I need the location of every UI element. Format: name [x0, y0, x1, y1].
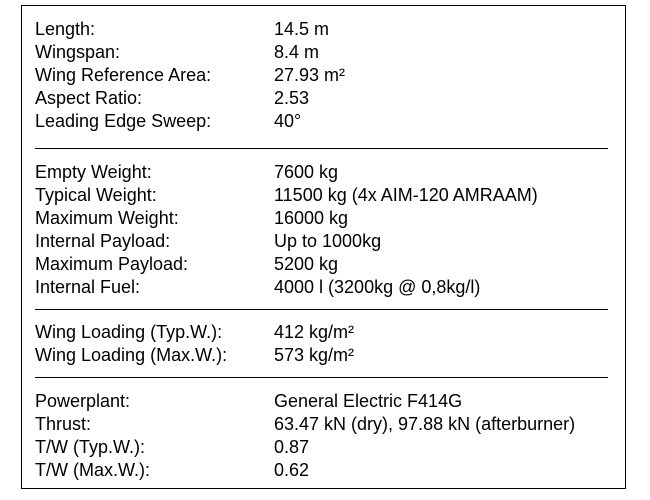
spec-value: 63.47 kN (dry), 97.88 kN (afterburner) — [274, 414, 576, 434]
spec-row-leading-edge-sweep — [35, 110, 615, 133]
spec-table — [21, 5, 626, 489]
spec-row-maximum-weight — [35, 207, 615, 230]
spec-row-thrust — [35, 413, 615, 436]
spec-label: T/W (Typ.W.): — [35, 437, 145, 457]
spec-label: Wingspan: — [35, 42, 121, 62]
spec-label: Typical Weight: — [35, 185, 157, 205]
spec-label: Wing Reference Area: — [35, 65, 212, 85]
spec-row-length — [35, 18, 615, 41]
spec-row-aspect-ratio — [35, 87, 615, 110]
spec-row-wingspan — [35, 41, 615, 64]
spec-value: 7600 kg — [274, 162, 339, 182]
spec-label: T/W (Max.W.): — [35, 460, 150, 480]
spec-row-tw-maximum — [35, 459, 615, 482]
spec-value: 40° — [274, 111, 302, 131]
spec-label: Internal Fuel: — [35, 277, 141, 297]
spec-value: 5200 kg — [274, 254, 339, 274]
spec-label: Maximum Weight: — [35, 208, 179, 228]
spec-value: 2.53 — [274, 88, 310, 108]
spec-value: 8.4 m — [274, 42, 320, 62]
spec-label: Empty Weight: — [35, 162, 152, 182]
spec-row-wing-reference-area — [35, 64, 615, 87]
spec-value: 27.93 m² — [274, 65, 346, 85]
spec-label: Length: — [35, 19, 96, 39]
spec-label: Wing Loading (Max.W.): — [35, 345, 228, 365]
spec-value: 0.87 — [274, 437, 310, 457]
spec-value: 573 kg/m² — [274, 345, 355, 365]
spec-row-internal-payload — [35, 230, 615, 253]
spec-value: 0.62 — [274, 460, 310, 480]
spec-label: Powerplant: — [35, 391, 131, 411]
spec-value: General Electric F414G — [274, 391, 463, 411]
spec-value: 412 kg/m² — [274, 322, 355, 342]
spec-label: Leading Edge Sweep: — [35, 111, 212, 131]
spec-row-wing-loading-maximum — [35, 344, 615, 367]
spec-value: 16000 kg — [274, 208, 349, 228]
spec-row-wing-loading-typical — [35, 321, 615, 344]
propulsion-section — [35, 390, 615, 482]
spec-row-empty-weight — [35, 161, 615, 184]
weights-section — [35, 161, 615, 299]
spec-label: Internal Payload: — [35, 231, 171, 251]
spec-value: 4000 l (3200kg @ 0,8kg/l) — [274, 277, 481, 297]
spec-value: 11500 kg (4x AIM-120 AMRAAM) — [274, 185, 538, 205]
section-divider — [35, 148, 608, 149]
spec-row-tw-typical — [35, 436, 615, 459]
spec-label: Maximum Payload: — [35, 254, 189, 274]
spec-label: Aspect Ratio: — [35, 88, 143, 108]
spec-row-internal-fuel — [35, 276, 615, 299]
spec-row-maximum-payload — [35, 253, 615, 276]
section-divider — [35, 377, 608, 378]
spec-value: 14.5 m — [274, 19, 330, 39]
dimensions-section — [35, 18, 615, 133]
wing-loading-section — [35, 321, 615, 367]
spec-row-powerplant — [35, 390, 615, 413]
spec-row-typical-weight — [35, 184, 615, 207]
spec-value: Up to 1000kg — [274, 231, 382, 251]
section-divider — [35, 309, 608, 310]
spec-label: Wing Loading (Typ.W.): — [35, 322, 223, 342]
spec-label: Thrust: — [35, 414, 92, 434]
